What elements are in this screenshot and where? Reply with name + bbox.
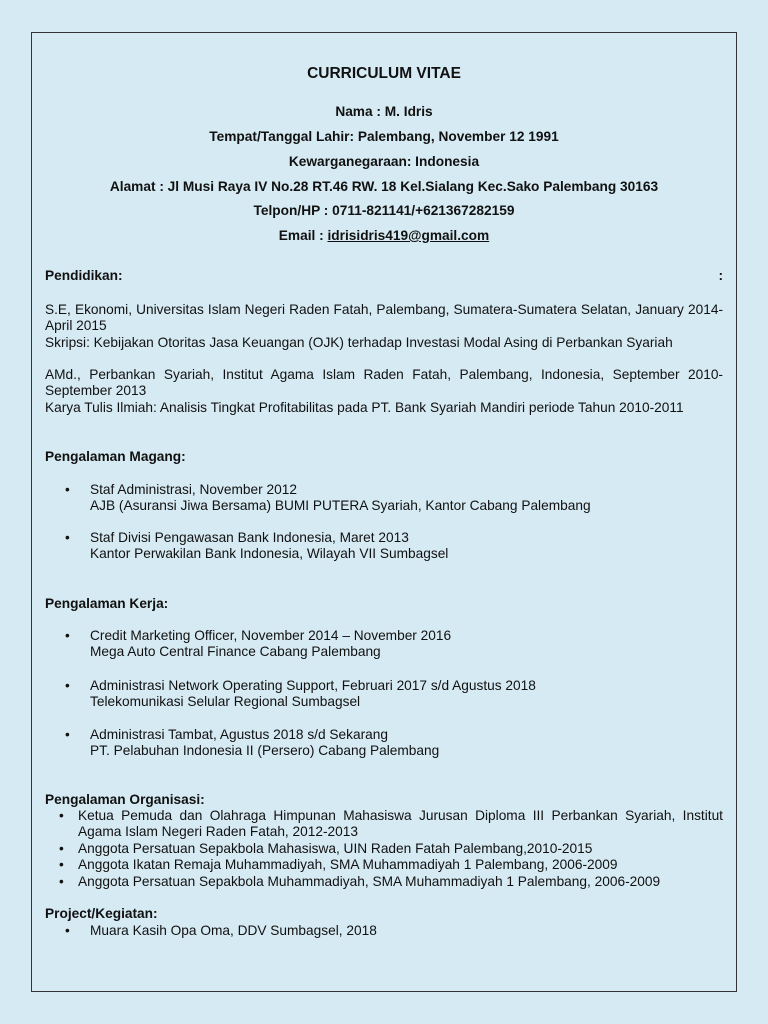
work-item-3-line1: Administrasi Tambat, Agustus 2018 s/d Sekarang [90, 727, 388, 742]
organization-heading: Pengalaman Organisasi: [45, 792, 205, 807]
header-address: Alamat : Jl Musi Raya IV No.28 RT.46 RW. 18 Kel.Sialang Kec.Sako Palembang 30163 [109, 179, 659, 194]
bullet-icon: • [65, 628, 70, 643]
work-item-1-line1: Credit Marketing Officer, November 2014 – November 2016 [90, 628, 452, 643]
bullet-icon: • [59, 857, 64, 872]
bullet-icon: • [65, 923, 70, 938]
email-label: Email : [278, 228, 328, 243]
bullet-icon: • [59, 874, 64, 889]
internship-item-1-line1: Staf Administrasi, November 2012 [90, 482, 297, 497]
work-item-2-line2: Telekomunikasi Selular Regional Sumbagsel [90, 694, 361, 710]
bullet-icon: • [65, 530, 70, 545]
header-phone: Telpon/HP : 0711-821141/+621367282159 [253, 203, 515, 218]
organization-item-2-text: Anggota Persatuan Sepakbola Mahasiswa, UIN Raden Fatah Palembang,2010-2015 [78, 841, 593, 856]
bullet-icon: • [65, 727, 70, 742]
education-colon: : [718, 268, 723, 283]
header-name: Nama : M. Idris [335, 104, 433, 119]
header-birth: Tempat/Tanggal Lahir: Palembang, November 12 1991 [209, 129, 559, 144]
work-heading: Pengalaman Kerja: [45, 596, 169, 611]
work-item-2-line1: Administrasi Network Operating Support, Februari 2017 s/d Agustus 2018 [90, 678, 536, 693]
projects-heading: Project/Kegiatan: [45, 906, 158, 921]
education-heading [45, 268, 723, 284]
bullet-icon: • [59, 841, 64, 856]
organization-item-3-text: Anggota Ikatan Remaja Muhammadiyah, SMA Muhammadiyah 1 Palembang, 2006-2009 [78, 857, 618, 872]
work-item-1-line2: Mega Auto Central Finance Cabang Palembang [90, 644, 381, 660]
cv-title: CURRICULUM VITAE [307, 65, 461, 82]
bullet-icon: • [65, 678, 70, 693]
bullet-icon: • [65, 482, 70, 497]
work-item-3-line2: PT. Pelabuhan Indonesia II (Persero) Cabang Palembang [90, 743, 440, 759]
email-link[interactable]: idrisidris419@gmail.com [327, 228, 490, 243]
education-entry-2-thesis: Karya Tulis Ilmiah: Analisis Tingkat Profitabilitas pada PT. Bank Syariah Mandiri periode Tahun 2010-2011 [45, 400, 684, 415]
organization-item-1-text: Ketua Pemuda dan Olahraga Himpunan Mahasiswa Jurusan Diploma III Perbankan Syariah, Institut Agama Islam Negeri Raden Fatah, 2012-2013 [78, 808, 723, 840]
project-item-1-text: Muara Kasih Opa Oma, DDV Sumbagsel, 2018 [90, 923, 377, 938]
education-entry-2-degree: AMd., Perbankan Syariah, Institut Agama Islam Raden Fatah, Palembang, Indonesia, September 2010-September 2013 [45, 367, 723, 399]
header-nationality: Kewarganegaraan: Indonesia [288, 154, 480, 169]
education-entry-1-degree: S.E, Ekonomi, Universitas Islam Negeri Raden Fatah, Palembang, Sumatera-Sumatera Selatan, January 2014-April 2015 [45, 302, 723, 334]
bullet-icon: • [59, 808, 64, 823]
internship-item-2-line1: Staf Divisi Pengawasan Bank Indonesia, Maret 2013 [90, 530, 409, 545]
internship-heading: Pengalaman Magang: [45, 449, 186, 464]
internship-item-1-line2: AJB (Asuransi Jiwa Bersama) BUMI PUTERA Syariah, Kantor Cabang Palembang [90, 498, 591, 514]
header-email-line [45, 228, 723, 244]
internship-item-2-line2: Kantor Perwakilan Bank Indonesia, Wilayah VII Sumbagsel [90, 546, 449, 562]
education-heading-text: Pendidikan: [45, 268, 123, 283]
organization-item-4-text: Anggota Persatuan Sepakbola Muhammadiyah, SMA Muhammadiyah 1 Palembang, 2006-2009 [78, 874, 661, 889]
education-entry-1-thesis: Skripsi: Kebijakan Otoritas Jasa Keuangan (OJK) terhadap Investasi Modal Asing di Perbankan Syariah [45, 335, 673, 350]
